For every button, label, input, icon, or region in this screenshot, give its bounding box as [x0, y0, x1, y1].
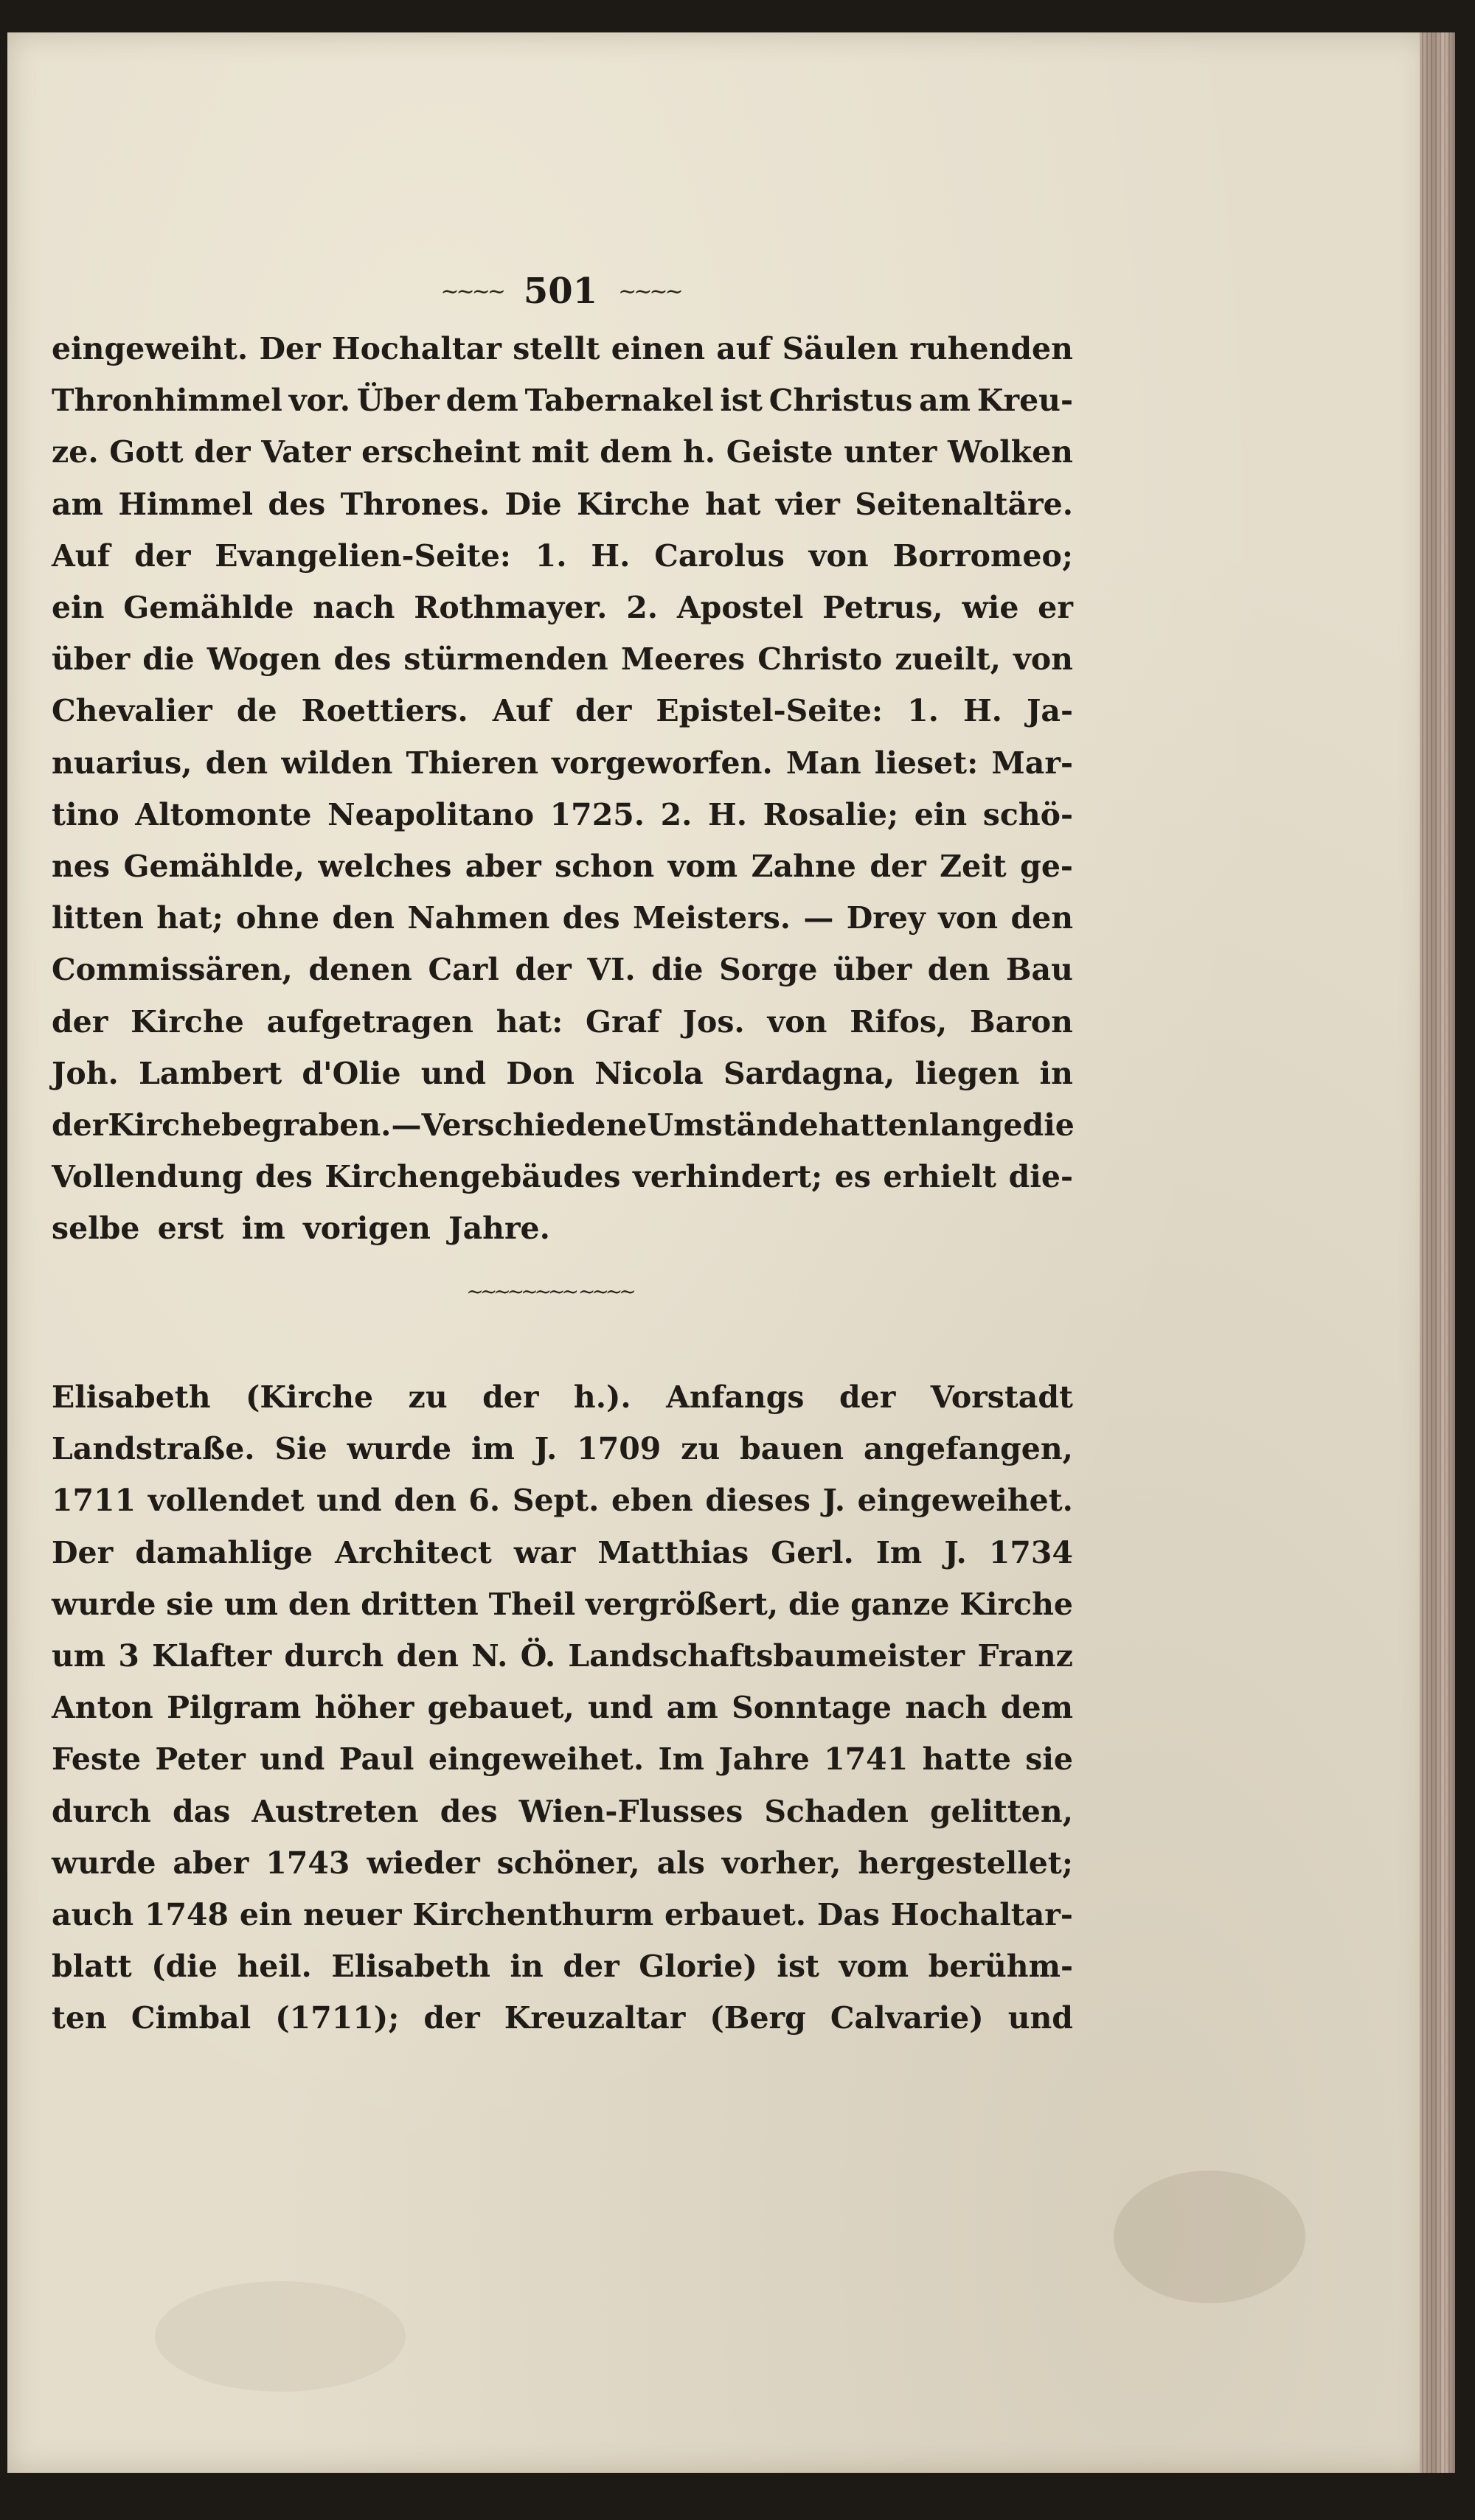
- text-line: über die Wogen des stürmenden Meeres Christo zueilt, von: [52, 641, 1073, 678]
- header-ornament-right: ~~~~: [618, 278, 681, 304]
- text-line: Vollendung des Kirchengebäudes verhindert; es erhielt die-: [52, 1159, 1073, 1195]
- section-separator: ~~~~~~~~ ~~~~: [466, 1279, 633, 1303]
- page-edge-texture: [1422, 32, 1451, 2473]
- text-line: der Kirche aufgetragen hat: Graf Jos. von Rifos, Baron: [52, 1003, 1073, 1040]
- text-line: tino Altomonte Neapolitano 1725. 2. H. Rosalie; ein schö-: [52, 796, 1073, 832]
- paper-stain: [155, 2281, 406, 2392]
- text-line: ze. Gott der Vater erscheint mit dem h. Geiste unter Wolken: [52, 434, 1073, 470]
- text-line: selbe erst im vorigen Jahre.: [52, 1211, 550, 1247]
- text-line: wurde aber 1743 wieder schöner, als vorher, hergestellet;: [52, 1845, 1073, 1881]
- text-line: nuarius, den wilden Thieren vorgeworfen. Man lieset: Mar-: [52, 745, 1073, 781]
- text-line: der Kirche begraben. — Verschiedene Umstände hatten lange die: [52, 1107, 1075, 1143]
- text-line: Elisabeth (Kirche zu der h.). Anfangs der Vorstadt: [52, 1379, 1073, 1415]
- text-line: Auf der Evangelien-Seite: 1. H. Carolus von Borromeo;: [52, 537, 1073, 574]
- text-line: Commissären, denen Carl der VI. die Sorge über den Bau: [52, 952, 1073, 988]
- header-ornament-left: ~~~~: [440, 278, 503, 304]
- page-number: 501: [523, 271, 598, 312]
- text-line: Chevalier de Roettiers. Auf der Epistel-Seite: 1. H. Ja-: [52, 693, 1073, 729]
- text-line: Thronhimmel vor. Über dem Tabernakel ist Christus am Kreu-: [52, 383, 1073, 419]
- text-line: litten hat; ohne den Nahmen des Meisters. — Drey von den: [52, 900, 1073, 936]
- text-line: eingeweiht. Der Hochaltar stellt einen auf Säulen ruhenden: [52, 331, 1073, 366]
- paper-stain: [1114, 2171, 1305, 2303]
- text-line: Feste Peter und Paul eingeweihet. Im Jahre 1741 hatte sie: [52, 1741, 1073, 1778]
- text-line: Landstraße. Sie wurde im J. 1709 zu bauen angefangen,: [52, 1431, 1073, 1467]
- text-line: durch das Austreten des Wien-Flusses Schaden gelitten,: [52, 1793, 1073, 1829]
- text-line: 1711 vollendet und den 6. Sept. eben dieses J. eingeweihet.: [52, 1483, 1073, 1519]
- page-header: [398, 262, 723, 321]
- text-line: ein Gemählde nach Rothmayer. 2. Apostel Petrus, wie er: [52, 590, 1073, 625]
- text-line: um 3 Klafter durch den N. Ö. Landschaftsbaumeister Franz: [52, 1638, 1073, 1674]
- text-line: blatt (die heil. Elisabeth in der Glorie) ist vom berühm-: [52, 1949, 1073, 1985]
- text-line: Joh. Lambert d'Olie und Don Nicola Sardagna, liegen in: [52, 1055, 1073, 1091]
- text-line: Der damahlige Architect war Matthias Gerl. Im J. 1734: [52, 1534, 1073, 1570]
- text-line: Anton Pilgram höher gebauet, und am Sonntage nach dem: [52, 1690, 1073, 1726]
- text-line: am Himmel des Thrones. Die Kirche hat vier Seitenaltäre.: [52, 486, 1073, 522]
- text-line: wurde sie um den dritten Theil vergrößert, die ganze Kirche: [52, 1586, 1073, 1622]
- text-line: ten Cimbal (1711); der Kreuzaltar (Berg Calvarie) und: [52, 2000, 1073, 2036]
- text-line: auch 1748 ein neuer Kirchenthurm erbauet. Das Hochaltar-: [52, 1897, 1073, 1932]
- text-line: nes Gemählde, welches aber schon vom Zahne der Zeit ge-: [52, 849, 1073, 884]
